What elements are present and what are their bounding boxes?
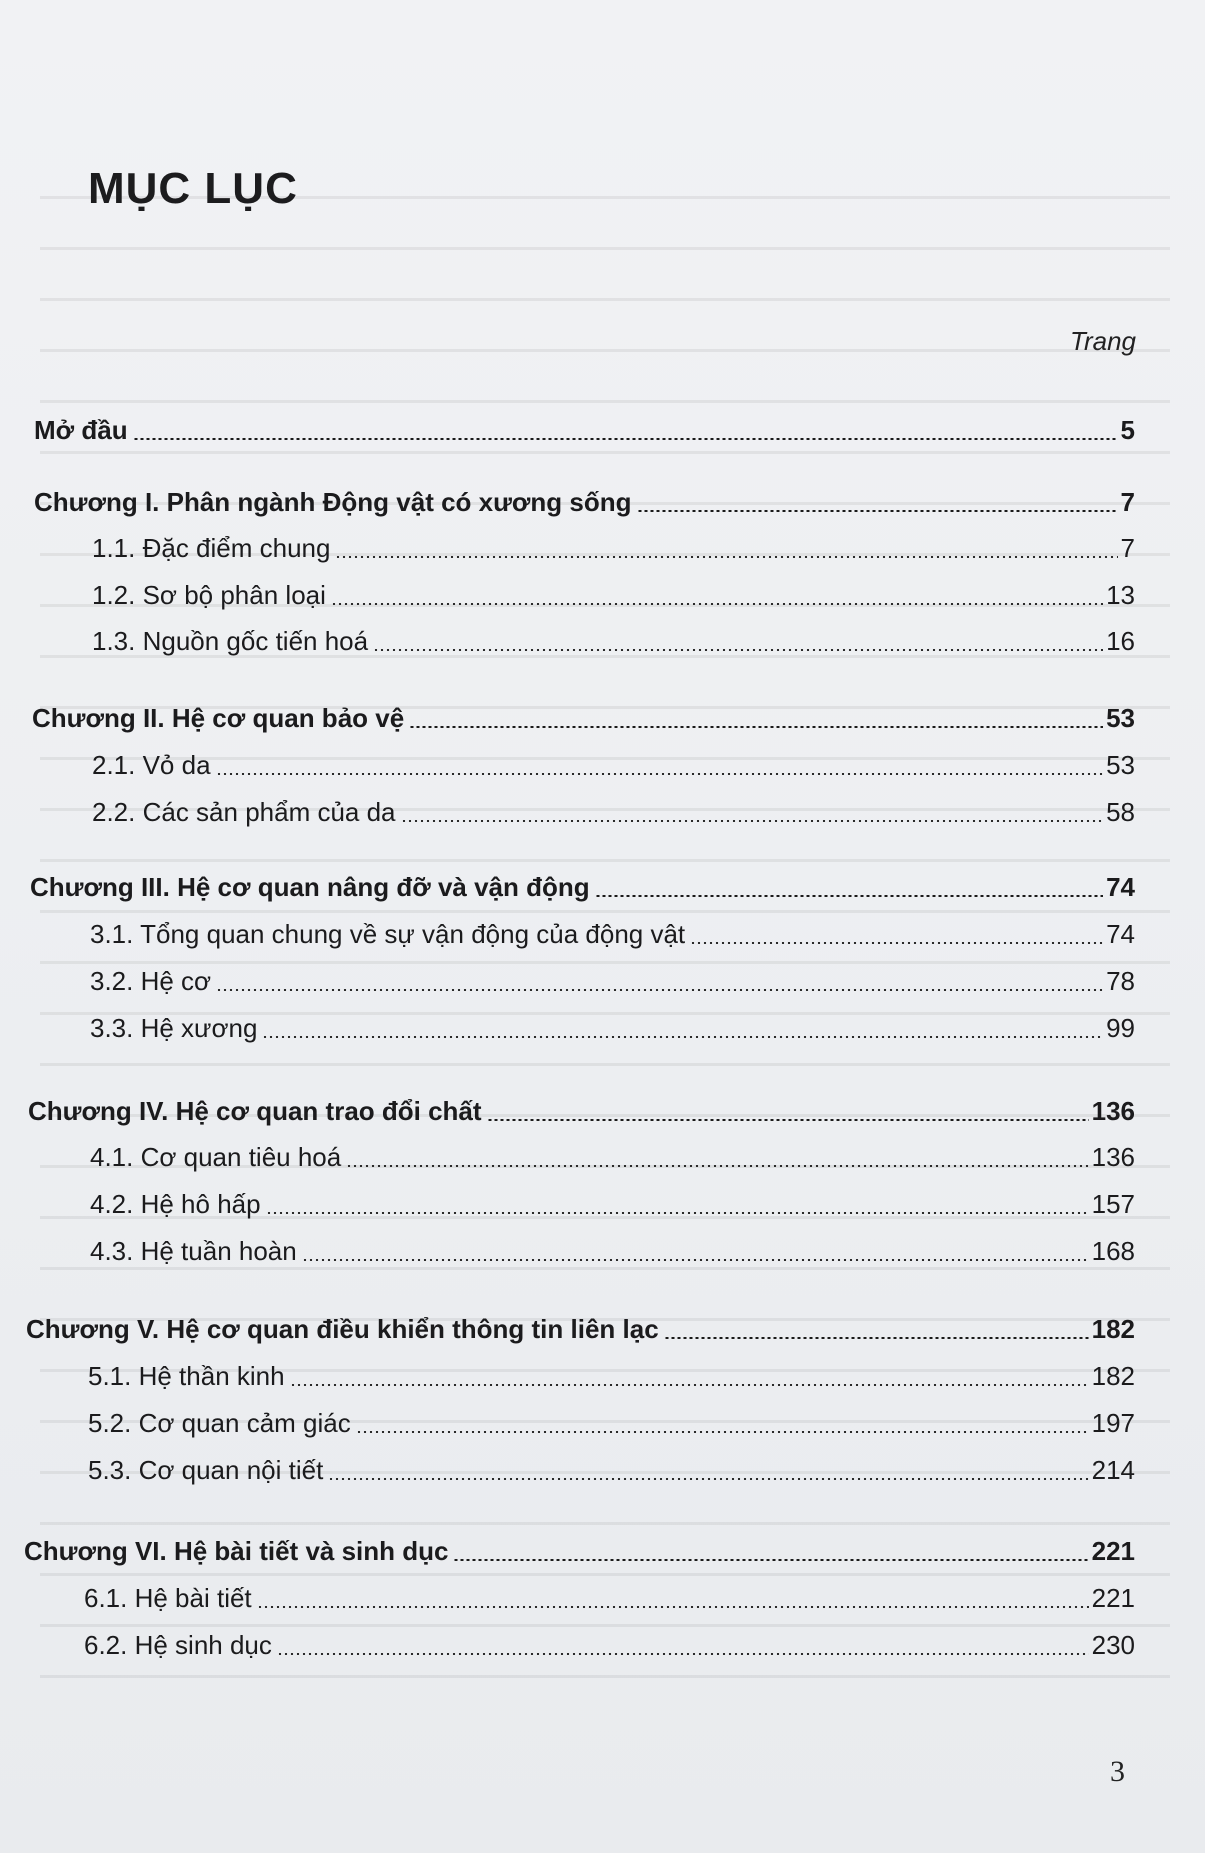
page-title: MỤC LỤC	[88, 164, 298, 213]
toc-entry-page: 197	[1091, 1408, 1135, 1438]
toc-entry-label: 5.3. Cơ quan nội tiết	[88, 1455, 324, 1485]
toc-chapter-entry	[24, 1535, 1135, 1567]
toc-entry-page: 7	[1120, 487, 1135, 517]
toc-entry-label: 3.2. Hệ cơ	[90, 966, 212, 996]
toc-entry-label: 4.2. Hệ hô hấp	[90, 1189, 261, 1219]
toc-leader-dots	[409, 726, 1103, 728]
toc-entry-label: Chương III. Hệ cơ quan nâng đỡ và vận động	[30, 872, 590, 902]
toc-leader-dots	[373, 649, 1103, 651]
toc-section-entry	[90, 1188, 1135, 1220]
toc-section-entry	[92, 532, 1135, 564]
toc-entry-label: 1.2. Sơ bộ phân loại	[92, 580, 326, 610]
toc-leader-dots	[328, 1478, 1088, 1480]
toc-chapter-entry	[32, 702, 1135, 734]
toc-chapter-entry	[26, 1313, 1135, 1345]
toc-leader-dots	[331, 603, 1103, 605]
toc-leader-dots	[487, 1119, 1089, 1121]
toc-section-entry	[92, 749, 1135, 781]
toc-leader-dots	[346, 1165, 1088, 1167]
toc-chapter-entry	[34, 486, 1135, 518]
toc-entry-label: 6.1. Hệ bài tiết	[84, 1583, 252, 1613]
toc-entry-label: 2.2. Các sản phẩm của da	[92, 797, 396, 827]
toc-entry-page: 136	[1091, 1096, 1135, 1126]
toc-entry-page: 136	[1091, 1142, 1135, 1172]
toc-leader-dots	[262, 1036, 1103, 1038]
toc-section-entry	[92, 625, 1135, 657]
toc-leader-dots	[277, 1653, 1089, 1655]
toc-entry-label: Chương V. Hệ cơ quan điều khiển thông tin liên lạc	[26, 1314, 659, 1344]
toc-entry-label: 1.1. Đặc điểm chung	[92, 533, 331, 563]
toc-entry-page: 182	[1091, 1314, 1135, 1344]
toc-section-entry	[92, 579, 1135, 611]
toc-entry-page: 214	[1091, 1455, 1135, 1485]
toc-section-entry	[90, 1141, 1135, 1173]
toc-leader-dots	[401, 820, 1104, 822]
toc-entry-label: Chương IV. Hệ cơ quan trao đổi chất	[28, 1096, 482, 1126]
toc-entry-label: Chương I. Phân ngành Động vật có xương sống	[34, 487, 632, 517]
toc-section-entry	[90, 1012, 1135, 1044]
toc-entry-label: 6.2. Hệ sinh dục	[84, 1630, 272, 1660]
toc-entry-label: 5.2. Cơ quan cảm giác	[88, 1408, 351, 1438]
toc-entry-page: 58	[1106, 797, 1135, 827]
toc-leader-dots	[637, 510, 1118, 512]
toc-section-entry	[88, 1407, 1135, 1439]
toc-leader-dots	[302, 1259, 1089, 1261]
toc-entry-page: 7	[1120, 533, 1135, 563]
toc-leader-dots	[356, 1431, 1089, 1433]
toc-section-entry	[92, 796, 1135, 828]
toc-leader-dots	[266, 1212, 1089, 1214]
toc-leader-dots	[216, 773, 1104, 775]
toc-section-entry	[84, 1629, 1135, 1661]
toc-entry-page: 5	[1120, 415, 1135, 445]
toc-entry-page: 221	[1091, 1536, 1135, 1566]
toc-entry-label: 3.1. Tổng quan chung về sự vận động của động vật	[90, 919, 686, 949]
toc-entry-page: 74	[1106, 872, 1135, 902]
toc-entry-page: 182	[1091, 1361, 1135, 1391]
page-column-label: Trang	[1070, 326, 1136, 356]
toc-section-entry	[88, 1454, 1135, 1486]
toc-leader-dots	[335, 556, 1117, 558]
toc-leader-dots	[133, 438, 1118, 440]
toc-entry-page: 157	[1091, 1189, 1135, 1219]
toc-leader-dots	[664, 1337, 1089, 1339]
toc-entry-label: 5.1. Hệ thần kinh	[88, 1361, 285, 1391]
toc-leader-dots	[257, 1606, 1089, 1608]
toc-entry-page: 16	[1106, 626, 1135, 656]
toc-leader-dots	[453, 1559, 1088, 1561]
toc-section-entry	[84, 1582, 1135, 1614]
toc-entry-page: 74	[1106, 919, 1135, 949]
toc-section-entry	[90, 1235, 1135, 1267]
toc-entry-page: 13	[1106, 580, 1135, 610]
toc-chapter-entry	[28, 1095, 1135, 1127]
toc-entry-label: Chương VI. Hệ bài tiết và sinh dục	[24, 1536, 449, 1566]
toc-entry-page: 53	[1106, 750, 1135, 780]
toc-section-entry	[88, 1360, 1135, 1392]
footer-page-number: 3	[1110, 1755, 1125, 1788]
toc-entry-label: 1.3. Nguồn gốc tiến hoá	[92, 626, 369, 656]
toc-entry-page: 53	[1106, 703, 1135, 733]
toc-entry-label: 3.3. Hệ xương	[90, 1013, 258, 1043]
toc-entry-label: 4.3. Hệ tuần hoàn	[90, 1236, 297, 1266]
toc-entry-page: 99	[1106, 1013, 1135, 1043]
toc-leader-dots	[216, 989, 1103, 991]
toc-entry-page: 168	[1091, 1236, 1135, 1266]
toc-entry-label: 2.1. Vỏ da	[92, 750, 211, 780]
toc-entry-page: 221	[1091, 1583, 1135, 1613]
toc-entry-label: Chương II. Hệ cơ quan bảo vệ	[32, 703, 405, 733]
toc-entry-page: 230	[1091, 1630, 1135, 1660]
toc-entry-label: 4.1. Cơ quan tiêu hoá	[90, 1142, 342, 1172]
toc-section-entry	[90, 965, 1135, 997]
toc-chapter-entry	[30, 871, 1135, 903]
toc-entry-page: 78	[1106, 966, 1135, 996]
toc-leader-dots	[690, 942, 1103, 944]
toc-chapter-entry	[34, 414, 1135, 446]
toc-leader-dots	[290, 1384, 1089, 1386]
toc-leader-dots	[595, 895, 1103, 897]
toc-section-entry	[90, 918, 1135, 950]
toc-entry-label: Mở đầu	[34, 415, 128, 445]
